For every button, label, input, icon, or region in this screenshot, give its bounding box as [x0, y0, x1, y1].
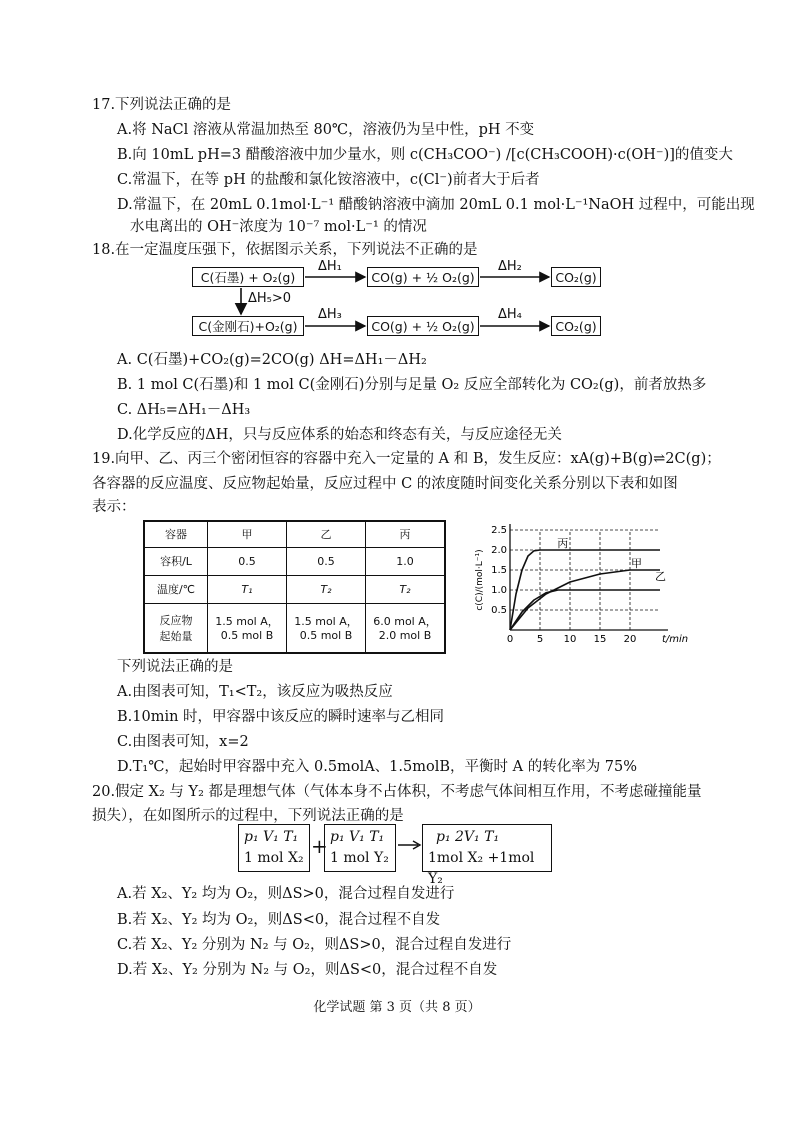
q18-option-b: B. 1 mol C(石墨)和 1 mol C(金刚石)分别与足量 O₂ 反应全部转化为 CO₂(g)，前者放热多 — [117, 377, 707, 393]
td-start-bing — [366, 603, 446, 653]
th-yi: 乙 — [287, 521, 366, 547]
q20-arrow — [396, 838, 422, 852]
q19-option-c: C.由图表可知，x=2 — [117, 734, 249, 750]
td-temp-yi: T₂ — [287, 575, 366, 603]
series-label-1: 甲 — [631, 557, 642, 570]
x-tick-label-4: 20 — [623, 634, 637, 645]
y-tick-label-4: 2.5 — [491, 525, 507, 536]
x-tick-label-2: 10 — [563, 634, 577, 645]
q18-box-diamond: C(金刚石)+O₂(g) — [192, 316, 304, 336]
y-tick-label-3: 2.0 — [491, 545, 507, 556]
start-bing-a: 6.0 mol A， — [373, 615, 437, 629]
q17-option-b: B.向 10mL pH=3 醋酸溶液中加少量水，则 c(CH₃COO⁻) /[c(CH₃COOH)·c(OH⁻)]的值变大 — [117, 147, 733, 163]
td-temp-bing: T₂ — [366, 575, 446, 603]
series-label-2: 乙 — [655, 570, 666, 583]
x-tick-label-1: 5 — [536, 634, 544, 645]
th-jia: 甲 — [208, 521, 287, 547]
q17-stem: 17.下列说法正确的是 — [92, 97, 232, 113]
q19-stem-1: 19.向甲、乙、丙三个密闭恒容的容器中充入一定量的 A 和 B，发生反应：xA(g)+B(g)⇌2C(g)； — [92, 451, 721, 467]
td-start-label — [144, 603, 208, 653]
td-volume-yi: 0.5 — [287, 547, 366, 575]
q18-stem: 18.在一定温度压强下，依据图示关系，下列说法不正确的是 — [92, 242, 478, 258]
q19-stem-3: 表示： — [92, 499, 136, 515]
td-start-jia — [208, 603, 287, 653]
td-volume-bing: 1.0 — [366, 547, 446, 575]
label-dh1: ΔH₁ — [318, 259, 342, 274]
q18-option-c: C. ΔH₅=ΔH₁－ΔH₃ — [117, 402, 251, 418]
q17-option-d: D.常温下，在 20mL 0.1mol·L⁻¹ 醋酸钠溶液中滴加 20mL 0.1 mol·L⁻¹NaOH 过程中，可能出现 — [117, 197, 755, 213]
start-yi-a: 1.5 mol A， — [294, 615, 358, 629]
box-mixed-amount: 1mol X₂ +1mol Y₂ — [428, 850, 535, 887]
start-yi-b: 0.5 mol B — [299, 629, 353, 643]
box-y2-amount: 1 mol Y₂ — [330, 850, 389, 866]
label-dh2: ΔH₂ — [498, 259, 522, 274]
q19-concentration-chart — [470, 518, 690, 648]
box-mixed-state: p₁ 2V₁ T₁ — [436, 829, 500, 845]
y-tick-label-0: 0.5 — [491, 605, 507, 616]
start-jia-a: 1.5 mol A， — [215, 615, 279, 629]
q20-option-d: D.若 X₂、Y₂ 分别为 N₂ 与 O₂，则ΔS<0，混合过程不自发 — [117, 962, 498, 978]
start-label-line1: 反应物 — [159, 613, 193, 627]
box-x2-state: p₁ V₁ T₁ — [244, 829, 299, 845]
q19-stem-2: 各容器的反应温度、反应物起始量，反应过程中 C 的浓度随时间变化关系分别以下表和如图 — [92, 476, 678, 492]
q18-box-co-1: CO(g) + ½ O₂(g) — [367, 267, 479, 287]
td-start-yi — [287, 603, 366, 653]
y-tick-label-2: 1.5 — [491, 565, 507, 576]
label-dh4: ΔH₄ — [498, 307, 522, 322]
q20-plus: + — [311, 834, 328, 858]
th-container: 容器 — [144, 521, 208, 547]
q20-option-a: A.若 X₂、Y₂ 均为 O₂，则ΔS>0，混合过程自发进行 — [117, 886, 455, 902]
q18-box-co2-1: CO₂(g) — [551, 267, 601, 287]
box-x2-amount: 1 mol X₂ — [244, 850, 304, 866]
td-temp-jia: T₁ — [208, 575, 287, 603]
label-dh3: ΔH₃ — [318, 307, 342, 322]
x-tick-label-0: 0 — [506, 634, 514, 645]
q19-option-d: D.T₁℃，起始时甲容器中充入 0.5molA、1.5molB，平衡时 A 的转化率为 75% — [117, 759, 638, 775]
q19-sub-stem: 下列说法正确的是 — [117, 659, 233, 675]
td-volume-jia: 0.5 — [208, 547, 287, 575]
td-temp-label: 温度/℃ — [144, 575, 208, 603]
q20-box-x2 — [238, 824, 310, 872]
series-label-0: 丙 — [557, 537, 569, 550]
q18-box-co-2: CO(g) + ½ O₂(g) — [367, 316, 479, 336]
q18-option-a: A. C(石墨)+CO₂(g)=2CO(g) ΔH=ΔH₁－ΔH₂ — [117, 352, 427, 368]
page-footer: 化学试题 第 3 页（共 8 页） — [313, 1000, 481, 1015]
q17-option-d-cont: 水电离出的 OH⁻浓度为 10⁻⁷ mol·L⁻¹ 的情况 — [130, 219, 427, 235]
q18-option-d: D.化学反应的ΔH，只与反应体系的始态和终态有关，与反应途径无关 — [117, 427, 562, 443]
y-axis-label: c(C)/(mol·L⁻¹) — [475, 549, 485, 611]
y-tick-label-1: 1.0 — [491, 585, 507, 596]
x-tick-label-3: 15 — [593, 634, 607, 645]
q20-box-y2 — [324, 824, 396, 872]
q18-arrows — [0, 0, 794, 360]
q19-option-b: B.10min 时，甲容器中该反应的瞬时速率与乙相同 — [117, 709, 445, 725]
q20-stem-2: 损失），在如图所示的过程中，下列说法正确的是 — [92, 808, 404, 824]
label-dh5: ΔH₅>0 — [248, 291, 292, 306]
q20-box-mixed — [422, 824, 552, 887]
q19-option-a: A.由图表可知，T₁<T₂，该反应为吸热反应 — [117, 684, 393, 700]
start-label-line2: 起始量 — [159, 629, 193, 643]
start-jia-b: 0.5 mol B — [220, 629, 274, 643]
series-line-1 — [510, 570, 660, 630]
td-volume-label: 容积/L — [144, 547, 208, 575]
q18-box-graphite: C(石墨) + O₂(g) — [192, 267, 304, 287]
box-y2-state: p₁ V₁ T₁ — [330, 829, 385, 845]
x-axis-label: t/min — [662, 634, 689, 645]
q18-box-co2-2: CO₂(g) — [551, 316, 601, 336]
th-bing: 丙 — [366, 521, 446, 547]
q17-option-c: C.常温下，在等 pH 的盐酸和氯化铵溶液中，c(Cl⁻)前者大于后者 — [117, 172, 540, 188]
q20-option-c: C.若 X₂、Y₂ 分别为 N₂ 与 O₂，则ΔS>0，混合过程自发进行 — [117, 937, 512, 953]
start-bing-b: 2.0 mol B — [378, 629, 432, 643]
q20-stem-1: 20.假定 X₂ 与 Y₂ 都是理想气体（气体本身不占体积，不考虑气体间相互作用，不考虑碰撞能量 — [92, 784, 702, 800]
q20-option-b: B.若 X₂、Y₂ 均为 O₂，则ΔS<0，混合过程不自发 — [117, 912, 441, 928]
q19-table — [143, 520, 446, 654]
q17-option-a: A.将 NaCl 溶液从常温加热至 80℃，溶液仍为呈中性，pH 不变 — [117, 122, 535, 138]
